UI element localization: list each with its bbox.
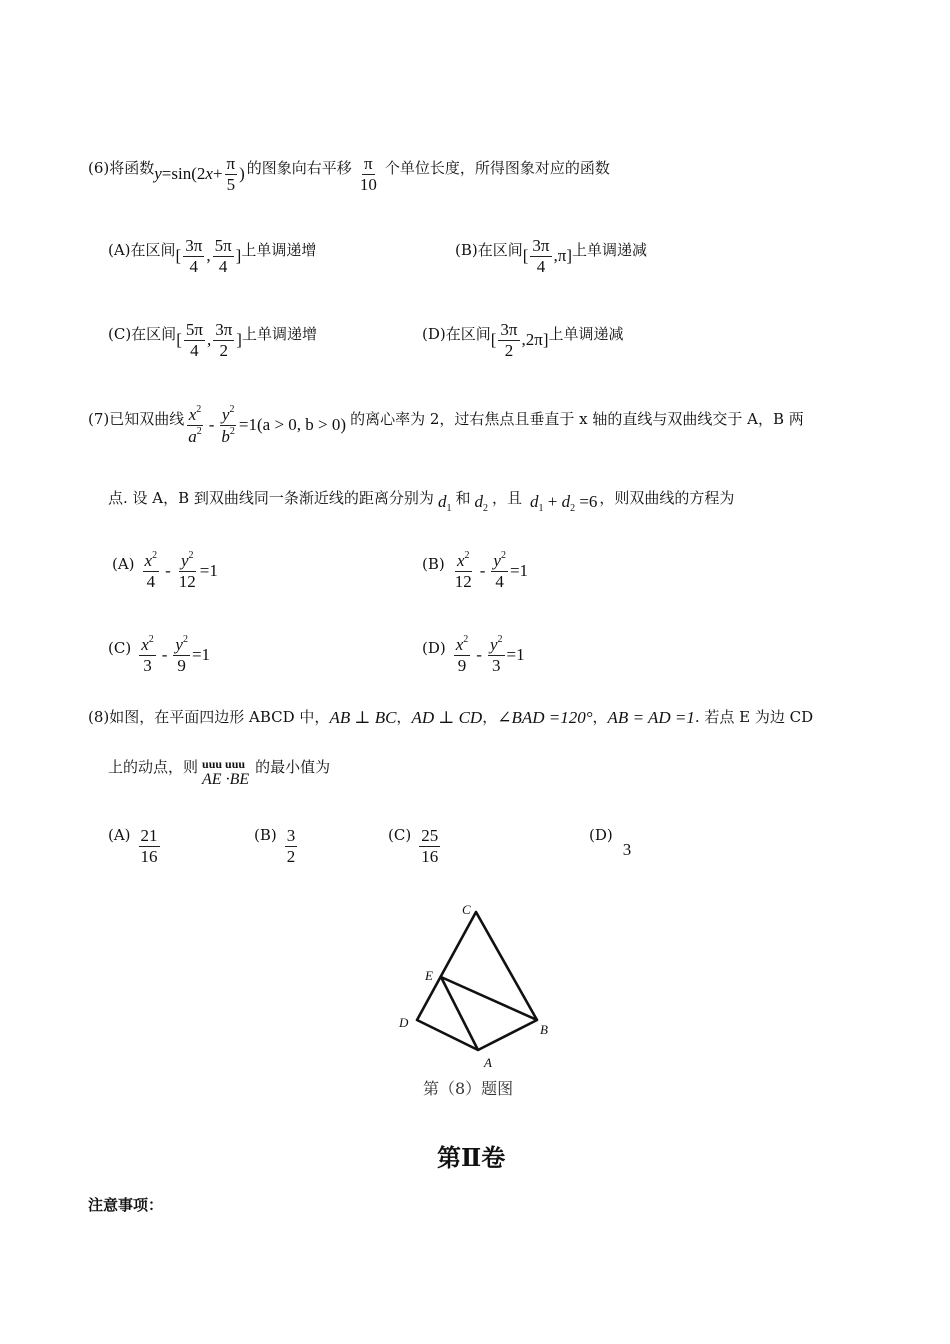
q8-option-c[interactable]: (C) $\frac{25}{16}$ [388, 826, 439, 866]
q8-figure [390, 900, 570, 1070]
q8-c-frac: $\frac{25}{16}$ [421, 826, 439, 866]
q8-b-frac: $\frac{3}{2}$ [286, 826, 296, 866]
q8-condition-2: AD ⊥ CD [411, 708, 483, 727]
q7-stem: (7)已知双曲线 $\frac{x^2}{a^2}$ - $\frac{y^2}{b^2}$ =1(a > 0, b > 0) 的离心率为 2，过右焦点且垂直于 x 轴的直线与双曲线交于 A，B 两 [88, 404, 804, 446]
q7-d2: $d_2$ [474, 492, 488, 514]
q8-condition-4: AB = AD =1 [607, 708, 695, 727]
q7-y-frac: $\frac{y^2}{b^2}$ [221, 404, 235, 446]
q7-b-eq: $\frac{x^2}{12}$ - $\frac{y^2}{4}$ =1 [454, 550, 529, 591]
q8-option-a[interactable]: (A) $\frac{21}{16}$ [108, 826, 158, 866]
q7-c-eq: $\frac{x^2}{3}$ - $\frac{y^2}{9}$ =1 [141, 634, 211, 675]
q6-a-frac2: $\frac{5\pi}{4}$ [214, 236, 232, 276]
q6-a-frac1: $\frac{3\pi}{4}$ [185, 236, 203, 276]
q8-condition-1: AB ⊥ BC [329, 708, 397, 727]
q7-option-a[interactable]: (A) $\frac{x^2}{4}$ - $\frac{y^2}{12}$ =1 [112, 550, 218, 591]
q6-option-b[interactable]: (B)在区间 [ $\frac{3\pi}{4}$ ,π] 上单调递减 [455, 236, 648, 276]
q7-d-eq: $\frac{x^2}{9}$ - $\frac{y^2}{3}$ =1 [455, 634, 525, 675]
q8-d-value: 3 [622, 840, 632, 859]
q8-a-frac: $\frac{21}{16}$ [140, 826, 158, 866]
q7-option-b[interactable]: (B) $\frac{x^2}{12}$ - $\frac{y^2}{4}$ =1 [422, 550, 529, 591]
q8-option-b[interactable]: (B) $\frac{3}{2}$ [254, 826, 296, 866]
q6-d-frac1: $\frac{3\pi}{2}$ [500, 320, 518, 360]
q6-suffix: 个单位长度，所得图象对应的函数 [384, 158, 610, 177]
q6-b-interval: [ $\frac{3\pi}{4}$ ,π] [522, 236, 572, 276]
q8-stem: (8)如图，在平面四边形 ABCD 中， AB ⊥ BC ， AD ⊥ CD ， ∠BAD =120° ， AB = AD =1 . 若点 E 为边 CD [88, 707, 814, 727]
q7-x-frac: $\frac{x^2}{a^2}$ [188, 404, 202, 446]
q6-c-frac2: $\frac{3\pi}{2}$ [215, 320, 233, 360]
section-title: 第Ⅱ卷 [437, 1143, 506, 1172]
q7-option-c[interactable]: (C) $\frac{x^2}{3}$ - $\frac{y^2}{9}$ =1 [108, 634, 211, 675]
label-a: A [484, 1055, 492, 1070]
notes-label: 注意事项： [88, 1196, 164, 1214]
q6-option-c[interactable]: (C)在区间 [ $\frac{5\pi}{4}$ , $\frac{3\pi}{2}$ ] 上单调递增 [108, 320, 317, 360]
q6-func-fraction: $\frac{\pi}{5}$ [226, 154, 236, 194]
q8-figure-caption: 第（8）题图 [423, 1079, 514, 1098]
q7-a-eq: $\frac{x^2}{4}$ - $\frac{y^2}{12}$ =1 [144, 550, 218, 591]
q7-d1: $d_1$ [437, 492, 452, 514]
label-b: B [540, 1022, 548, 1037]
q7-option-d[interactable]: (D) $\frac{x^2}{9}$ - $\frac{y^2}{3}$ =1 [422, 634, 525, 675]
q6-c-interval: [ $\frac{5\pi}{4}$ , $\frac{3\pi}{2}$ ] [176, 320, 242, 360]
q6-stem [88, 140, 610, 194]
q7-stem-line2: 点. 设 A，B 到双曲线同一条渐近线的距离分别为 $d_1$ 和 $d_2$ ，且 $d_1 + d_2 =6$ ，则双曲线的方程为 [108, 488, 735, 514]
label-e: E [425, 968, 433, 983]
q6-c-frac1: $\frac{5\pi}{4}$ [185, 320, 203, 360]
segment-ea [441, 977, 478, 1050]
q8-option-d[interactable]: (D) 3 [589, 826, 632, 859]
q6-option-d[interactable]: (D)在区间 [ $\frac{3\pi}{2}$ ,2π] 上单调递减 [422, 320, 624, 360]
q8-condition-3: ∠BAD =120° [497, 708, 593, 727]
q6-prefix: (6)将函数 [88, 158, 155, 177]
q6-shift-fraction: $\frac{\pi}{10}$ [359, 154, 377, 194]
q6-function: y =sin(2 x + $\frac{\pi}{5}$ ) [154, 154, 245, 194]
q6-a-interval: [ $\frac{3\pi}{4}$ , $\frac{5\pi}{4}$ ] [175, 236, 242, 276]
q6-d-interval: [ $\frac{3\pi}{2}$ ,2π] [490, 320, 549, 360]
q6-b-frac1: $\frac{3\pi}{4}$ [532, 236, 550, 276]
q7-sum: $d_1 + d_2 =6$ [529, 492, 598, 514]
q6-option-a[interactable]: (A)在区间 [ $\frac{3\pi}{4}$ , $\frac{5\pi}{4}$ ] 上单调递增 [108, 236, 317, 276]
quadrilateral-abcd [417, 912, 537, 1050]
q7-equation: $\frac{x^2}{a^2}$ - $\frac{y^2}{b^2}$ =1(a > 0, b > 0) [188, 404, 347, 446]
segment-eb [441, 977, 537, 1020]
q8-vector-expression: uuu uuu AE ·BE [202, 757, 250, 789]
label-c: C [462, 902, 471, 917]
label-d: D [399, 1015, 409, 1030]
q8-stem-line2: 上的动点，则 uuu uuu AE ·BE 的最小值为 [108, 757, 331, 789]
q6-middle: 的图象向右平移 [246, 158, 352, 177]
